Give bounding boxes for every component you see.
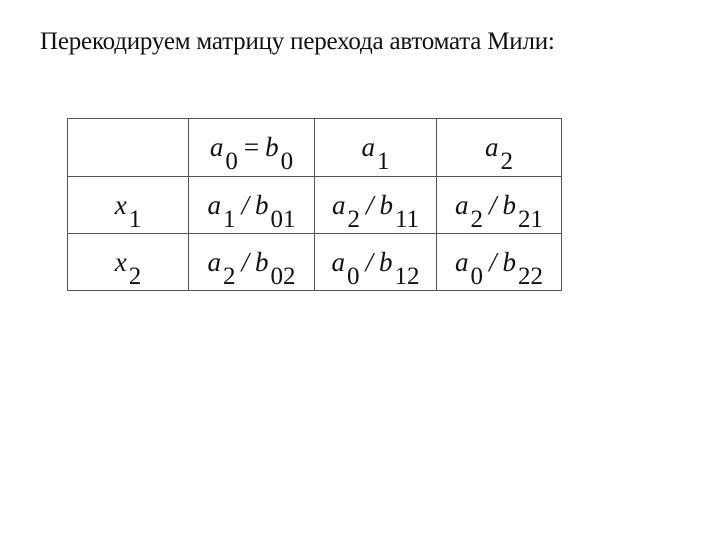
transition-expression: [331, 246, 420, 290]
state-symbol: a: [454, 189, 469, 220]
output-index: 01: [270, 205, 296, 233]
state-symbol: a: [454, 246, 469, 277]
transition-expression: [207, 189, 296, 233]
slash-separator: /: [488, 189, 497, 220]
header-cell: [315, 119, 437, 177]
table-row: [68, 234, 562, 291]
state-symbol: a: [485, 132, 499, 162]
transition-expression: [331, 189, 420, 233]
output-symbol: b: [502, 246, 516, 277]
corner-cell: [68, 119, 189, 177]
transition-expression: [454, 189, 543, 233]
input-expression: [114, 189, 142, 233]
transition-expression: [207, 246, 296, 290]
output-symbol: b: [265, 132, 279, 162]
transition-cell: [315, 177, 437, 234]
slash-separator: /: [365, 246, 373, 277]
state-symbol: a: [209, 132, 224, 162]
transition-expression: [454, 246, 543, 290]
state-index: 0: [470, 262, 483, 290]
state-index: 1: [222, 205, 236, 233]
slash-separator: /: [241, 189, 249, 220]
output-symbol: b: [255, 189, 269, 220]
output-index: 21: [518, 205, 543, 233]
slash-separator: /: [365, 189, 374, 220]
state-symbol: a: [361, 132, 375, 162]
slash-separator: /: [488, 246, 497, 277]
header-cell: [189, 119, 315, 177]
state-index: 0: [225, 148, 238, 175]
transition-cell: [189, 234, 315, 291]
output-index: 11: [394, 205, 420, 233]
input-cell: [68, 177, 189, 234]
output-symbol: b: [379, 189, 393, 220]
output-symbol: b: [379, 246, 393, 277]
state-expression: [485, 132, 513, 175]
state-index: 2: [222, 262, 236, 290]
state-symbol: a: [331, 246, 345, 277]
state-symbol: a: [331, 189, 346, 220]
output-index: 12: [394, 262, 420, 290]
header-cell: [437, 119, 562, 177]
output-symbol: b: [502, 189, 516, 220]
state-expression: [361, 132, 390, 175]
state-index: 2: [470, 205, 483, 233]
output-symbol: b: [255, 246, 269, 277]
page-title: Перекодируем матрицу перехода автомата Мили:: [40, 28, 555, 55]
transition-cell: [437, 234, 562, 291]
input-index: 2: [128, 262, 142, 290]
transition-cell: [315, 234, 437, 291]
table-row: [68, 177, 562, 234]
input-symbol: x: [114, 189, 127, 220]
input-symbol: x: [114, 246, 127, 277]
state-index: 1: [377, 148, 390, 175]
state-symbol: a: [207, 246, 221, 277]
equals-sign: =: [243, 132, 260, 162]
output-index: 0: [280, 148, 294, 175]
mealy-transition-table: [67, 118, 562, 291]
output-index: 02: [270, 262, 296, 290]
state-symbol: a: [207, 189, 221, 220]
transition-cell: [189, 177, 315, 234]
input-cell: [68, 234, 189, 291]
state-index: 0: [346, 262, 360, 290]
state-index: 2: [500, 148, 513, 175]
state-expression: [209, 132, 294, 175]
transition-cell: [437, 177, 562, 234]
input-expression: [114, 246, 142, 290]
output-index: 22: [518, 262, 543, 290]
state-index: 2: [347, 205, 360, 233]
input-index: 1: [128, 205, 142, 233]
table-header-row: [68, 119, 562, 177]
slash-separator: /: [241, 246, 249, 277]
